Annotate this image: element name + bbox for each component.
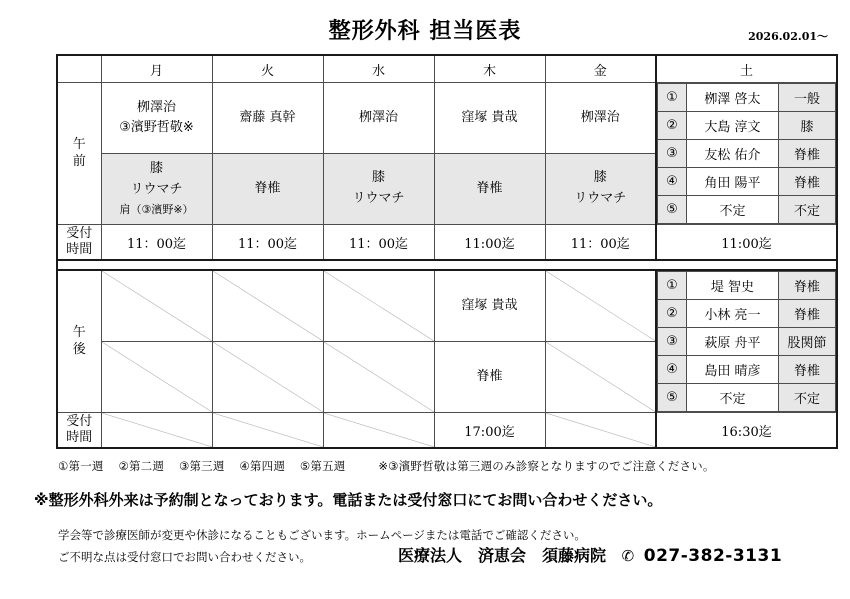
gap-cell (212, 260, 323, 270)
sat-am-name-5: 不定 (687, 196, 779, 224)
afternoon-reception-fri (545, 413, 656, 449)
schedule-table (56, 54, 838, 449)
day-header-sat: 土 (656, 55, 837, 83)
schedule-table-wrapper (56, 54, 827, 449)
table-corner-cell (57, 55, 101, 83)
morning-specialty-mon: 膝 リウマチ 肩（③濱野※） (101, 154, 212, 225)
table-row (658, 140, 836, 168)
gap-cell (545, 260, 656, 270)
afternoon-specialty-thu: 脊椎 (434, 342, 545, 413)
revision-date: 2026.02.01〜 (748, 30, 828, 43)
morning-doctor-fri: 栁澤治 (545, 83, 656, 154)
week-legend-5: ⑤第五週 (299, 459, 346, 473)
day-header-row (57, 55, 837, 83)
gap-cell (656, 260, 837, 270)
morning-specialty-thu: 脊椎 (434, 154, 545, 225)
sat-am-num-4: ④ (658, 168, 687, 196)
sat-am-spec-3: 脊椎 (779, 140, 836, 168)
sat-pm-num-5: ⑤ (658, 384, 687, 412)
morning-reception-row (57, 225, 837, 261)
morning-doctor-wed: 栁澤治 (323, 83, 434, 154)
section-gap-row (57, 260, 837, 270)
morning-doctor-mon: 栁澤治 ③濱野哲敬※ (101, 83, 212, 154)
inquiry-notice: ご不明な点は受付窓口でお問い合わせください。 (58, 550, 311, 564)
afternoon-reception-row (57, 413, 837, 449)
afternoon-specialty-fri (545, 342, 656, 413)
sat-am-spec-2: 膝 (779, 112, 836, 140)
morning-reception-wed: 11：00迄 (323, 225, 434, 261)
afternoon-reception-wed (323, 413, 434, 449)
sat-am-spec-1: 一般 (779, 84, 836, 112)
sat-am-spec-5: 不定 (779, 196, 836, 224)
afternoon-specialty-tue (212, 342, 323, 413)
page-title: 整形外科 担当医表 (328, 19, 522, 44)
morning-reception-tue: 11：00迄 (212, 225, 323, 261)
afternoon-row-label: 午 後 (57, 270, 101, 413)
day-header-fri: 金 (545, 55, 656, 83)
morning-row-label: 午 前 (57, 83, 101, 225)
telephone-icon: ✆ (621, 547, 635, 565)
sat-pm-spec-1: 脊椎 (779, 272, 836, 300)
hospital-contact (398, 543, 782, 566)
table-row (658, 300, 836, 328)
week-legend-3: ③第三週 (178, 459, 225, 473)
sat-pm-num-4: ④ (658, 356, 687, 384)
afternoon-reception-label: 受付 時間 (57, 413, 101, 449)
afternoon-doctor-row (57, 270, 837, 342)
afternoon-closed-wed (323, 270, 434, 342)
afternoon-closed-mon (101, 270, 212, 342)
afternoon-doctor-thu: 窪塚 貴哉 (434, 270, 545, 342)
sat-am-name-4: 角田 陽平 (687, 168, 779, 196)
sat-pm-name-1: 堤 智史 (687, 272, 779, 300)
morning-saturday-cell (656, 83, 837, 225)
afternoon-specialty-mon (101, 342, 212, 413)
sat-am-name-1: 栁澤 啓太 (687, 84, 779, 112)
sat-pm-name-3: 萩原 舟平 (687, 328, 779, 356)
table-row (658, 112, 836, 140)
sat-pm-num-3: ③ (658, 328, 687, 356)
day-header-mon: 月 (101, 55, 212, 83)
morning-reception-sat: 11:00迄 (656, 225, 837, 261)
week-legend-note (58, 458, 715, 474)
morning-reception-mon: 11：00迄 (101, 225, 212, 261)
week-caution-note: ※③濱野哲敬は第三週のみ診察となりますのでご注意ください。 (378, 459, 715, 473)
gap-cell (101, 260, 212, 270)
afternoon-saturday-cell (656, 270, 837, 413)
day-header-wed: 水 (323, 55, 434, 83)
hospital-phone: 027-382-3131 (643, 546, 783, 566)
table-row (658, 196, 836, 224)
sat-pm-name-2: 小林 亮一 (687, 300, 779, 328)
table-row (658, 168, 836, 196)
sat-am-num-2: ② (658, 112, 687, 140)
table-row (658, 384, 836, 412)
sat-am-name-2: 大島 淳文 (687, 112, 779, 140)
week-legend-1: ①第一週 (58, 459, 104, 473)
afternoon-reception-sat: 16:30迄 (656, 413, 837, 449)
afternoon-specialty-wed (323, 342, 434, 413)
sat-am-num-3: ③ (658, 140, 687, 168)
sat-pm-name-5: 不定 (687, 384, 779, 412)
morning-reception-fri: 11：00迄 (545, 225, 656, 261)
afternoon-reception-thu: 17:00迄 (434, 413, 545, 449)
afternoon-reception-tue (212, 413, 323, 449)
table-row (658, 356, 836, 384)
morning-doctor-thu: 窪塚 貴哉 (434, 83, 545, 154)
morning-doctor-row (57, 83, 837, 154)
sat-pm-spec-5: 不定 (779, 384, 836, 412)
gap-cell (323, 260, 434, 270)
gap-cell (434, 260, 545, 270)
change-notice: 学会等で診療医師が変更や休診になることもございます。ホームページまたは電話でご確認ください。 (58, 528, 586, 542)
table-row (658, 272, 836, 300)
sat-pm-num-1: ① (658, 272, 687, 300)
morning-specialty-tue: 脊椎 (212, 154, 323, 225)
morning-saturday-table (657, 83, 836, 224)
sat-pm-name-4: 島田 晴彦 (687, 356, 779, 384)
sat-pm-num-2: ② (658, 300, 687, 328)
hospital-name: 医療法人 済恵会 須藤病院 (398, 546, 607, 565)
afternoon-closed-fri (545, 270, 656, 342)
morning-specialty-fri: 膝 リウマチ (545, 154, 656, 225)
table-row (658, 84, 836, 112)
sat-pm-spec-3: 股関節 (779, 328, 836, 356)
table-row (658, 328, 836, 356)
sat-am-num-5: ⑤ (658, 196, 687, 224)
morning-specialty-wed: 膝 リウマチ (323, 154, 434, 225)
morning-doctor-tue: 齋藤 真幹 (212, 83, 323, 154)
afternoon-saturday-table (657, 271, 836, 412)
day-header-tue: 火 (212, 55, 323, 83)
afternoon-reception-mon (101, 413, 212, 449)
sat-am-spec-4: 脊椎 (779, 168, 836, 196)
week-legend-4: ④第四週 (239, 459, 286, 473)
morning-reception-label: 受付 時間 (57, 225, 101, 261)
morning-reception-thu: 11:00迄 (434, 225, 545, 261)
sat-pm-spec-4: 脊椎 (779, 356, 836, 384)
sat-pm-spec-2: 脊椎 (779, 300, 836, 328)
week-legend-2: ②第二週 (118, 459, 165, 473)
reservation-notice: ※整形外科外来は予約制となっております。電話または受付窓口にてお問い合わせください。 (34, 491, 663, 509)
day-header-thu: 木 (434, 55, 545, 83)
sat-am-name-3: 友松 佑介 (687, 140, 779, 168)
afternoon-closed-tue (212, 270, 323, 342)
sat-am-num-1: ① (658, 84, 687, 112)
gap-cell (57, 260, 101, 270)
